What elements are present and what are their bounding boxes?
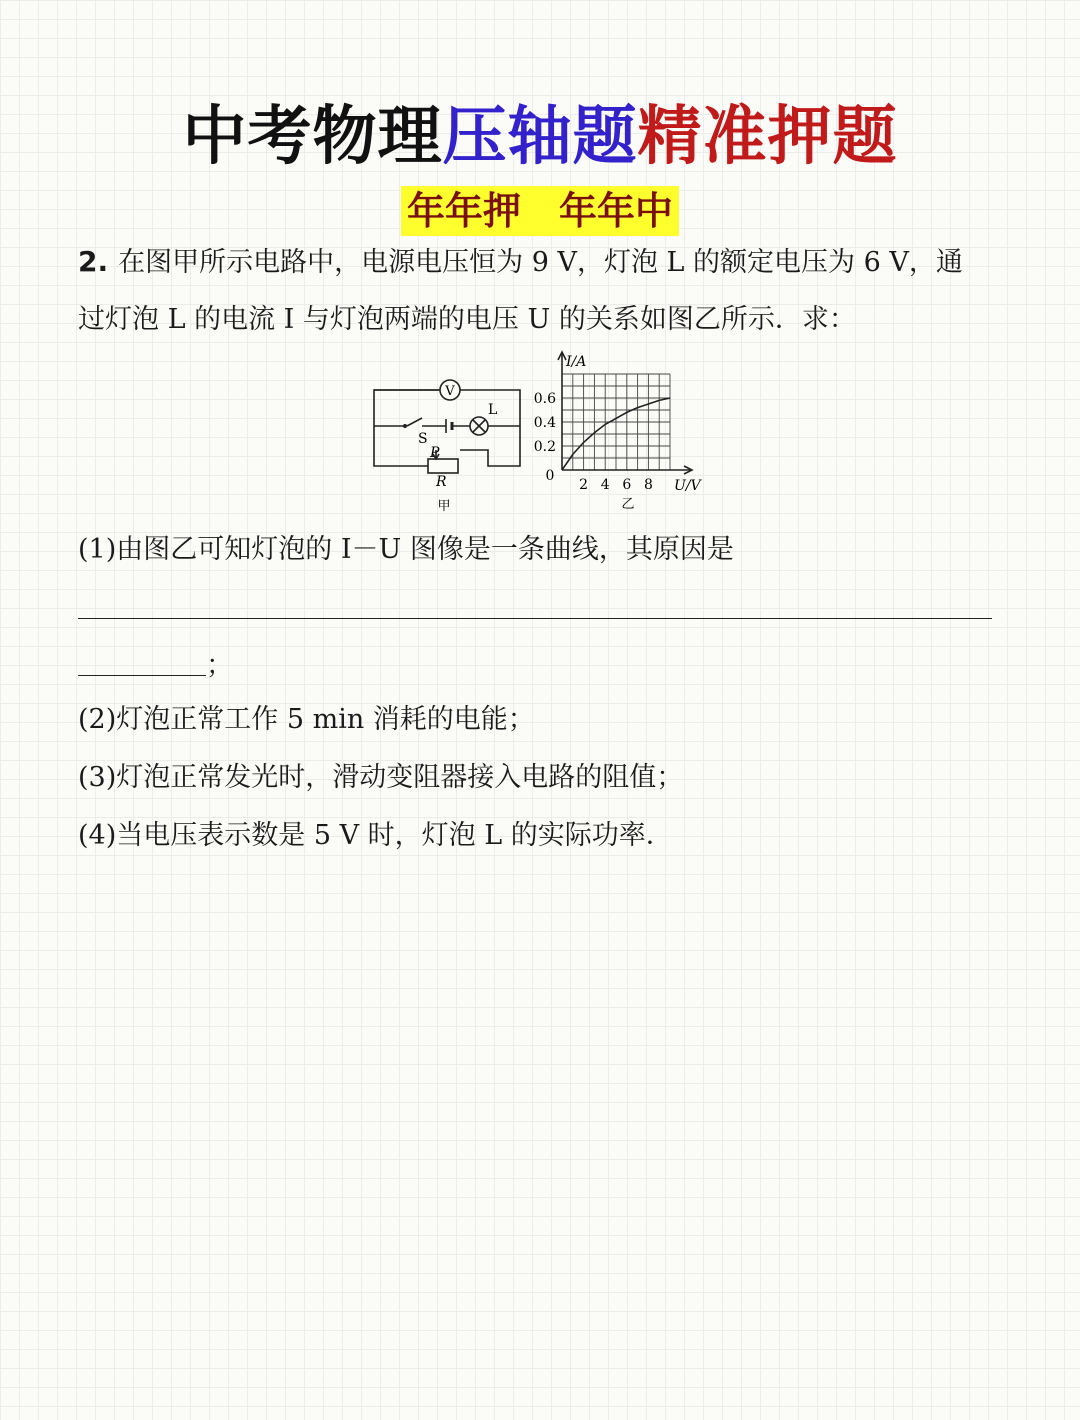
iu-chart xyxy=(528,348,718,518)
switch-label: S xyxy=(418,431,428,447)
x-tick-label: 6 xyxy=(622,477,632,493)
question-text-1: 在图甲所示电路中，电源电压恒为 9 V，灯泡 L 的额定电压为 6 V，通 xyxy=(118,247,963,278)
question-text-2: 过灯泡 L 的电流 I 与灯泡两端的电压 U 的关系如图乙所示．求： xyxy=(78,304,856,335)
part-1-end-text: ； xyxy=(206,650,233,681)
title-part-1: 中考物理 xyxy=(182,100,443,174)
chart-caption: 乙 xyxy=(621,497,635,512)
x-axis-label: U/V xyxy=(674,478,701,494)
y-tick-label: 0.6 xyxy=(533,391,556,407)
resistor-label: R xyxy=(436,474,447,490)
part-1-end xyxy=(206,646,233,686)
question-number: 2. xyxy=(78,245,109,278)
part-2-text: (2)灯泡正常工作 5 min 消耗的电能； xyxy=(78,704,535,735)
subtitle-banner xyxy=(0,186,1080,236)
circuit-caption: 甲 xyxy=(437,499,451,514)
switch-blade xyxy=(407,418,422,426)
chart-grid xyxy=(562,374,670,470)
x-tick-label: 8 xyxy=(643,477,653,493)
x-tick-label: 4 xyxy=(600,477,610,493)
part-2 xyxy=(78,700,535,740)
voltmeter-label: V xyxy=(445,384,455,399)
circuit-wire-right xyxy=(450,390,520,466)
answer-blank-2[interactable] xyxy=(78,675,206,676)
part-4 xyxy=(78,816,673,856)
origin-label: 0 xyxy=(545,468,555,484)
x-tick-label: 2 xyxy=(579,477,589,493)
circuit-diagram xyxy=(360,370,530,515)
part-1-text: (1)由图乙可知灯泡的 I－U 图像是一条曲线，其原因是 xyxy=(78,534,734,565)
y-tick-label: 0.2 xyxy=(533,439,556,455)
slider-label: P xyxy=(430,445,440,461)
lamp-label: L xyxy=(488,402,498,418)
part-4-text: (4)当电压表示数是 5 V 时，灯泡 L 的实际功率． xyxy=(78,820,673,851)
question-line-2 xyxy=(78,300,856,340)
title-part-3: 精准押题 xyxy=(637,100,898,174)
title-part-2: 压轴题 xyxy=(442,100,638,174)
question-line-1 xyxy=(78,242,963,283)
y-axis-label: I/A xyxy=(566,354,587,370)
subtitle: 年年押 年年中 xyxy=(401,186,679,236)
rheostat-body xyxy=(428,459,458,473)
part-3 xyxy=(78,758,683,798)
part-1 xyxy=(78,530,734,570)
y-tick-label: 0.4 xyxy=(533,415,556,431)
part-3-text: (3)灯泡正常发光时，滑动变阻器接入电路的阻值； xyxy=(78,762,684,793)
answer-blank-1[interactable] xyxy=(78,618,992,619)
page-title xyxy=(0,92,1080,182)
